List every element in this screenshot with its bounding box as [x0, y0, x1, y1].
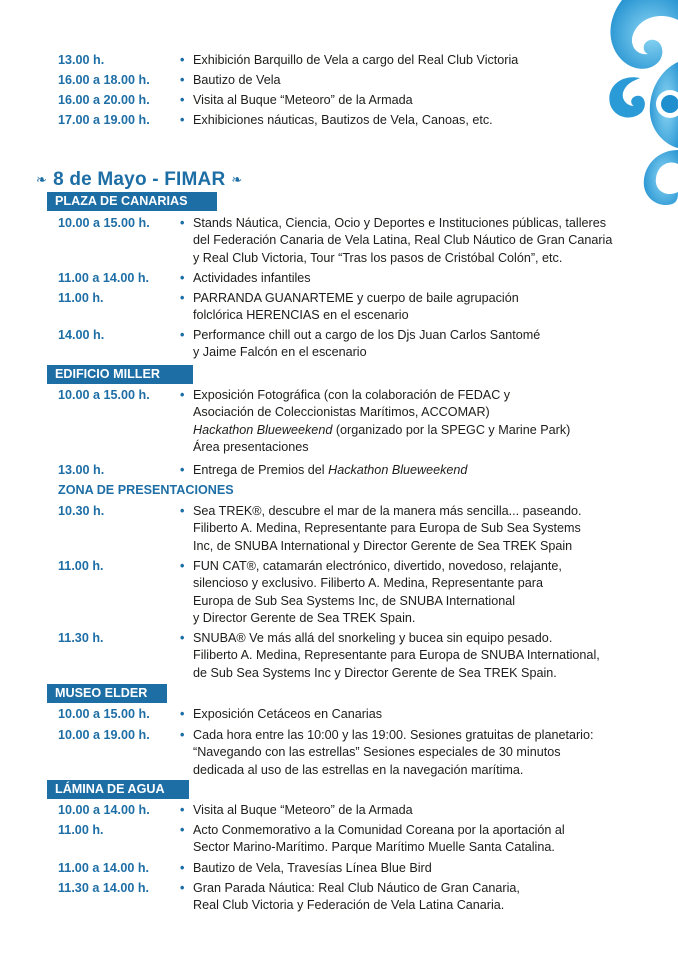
event-time: 13.00 h.	[58, 53, 105, 67]
event-description-line: folclórica HERENCIAS en el escenario	[193, 308, 409, 323]
hackathon-organizers: (organizado por la SPEGC y Marine Park)	[332, 422, 571, 437]
event-description: Exhibición Barquillo de Vela a cargo del Real Club Victoria	[193, 53, 519, 67]
bullet-icon: •	[180, 881, 185, 895]
bullet-icon: •	[180, 216, 185, 230]
day-heading-text: 8 de Mayo - FIMAR	[53, 169, 226, 190]
event-description-line: Inc, de SNUBA International y Director Gerente de Sea TREK Spain	[193, 538, 573, 553]
event-time: 11.30 h.	[58, 631, 104, 645]
event-time: 11.00 a 14.00 h.	[58, 861, 150, 875]
event-description-line: Real Club Victoria y Federación de Vela Latina Canaria.	[193, 898, 505, 913]
event-description-line: y Jaime Falcón en el escenario	[193, 345, 367, 360]
section-title-zona-presentaciones: ZONA DE PRESENTACIONES	[58, 483, 234, 497]
event-time: 11.00 h.	[58, 291, 104, 305]
awards-prefix: Entrega de Premios del	[193, 463, 329, 477]
event-description-line: silencioso y exclusivo. Filiberto A. Medina, Representante para	[193, 576, 544, 591]
event-time: 10.00 a 14.00 h.	[58, 803, 150, 817]
event-description-line: y Real Club Victoria, Tour “Tras los pasos de Cristóbal Colón”, etc.	[193, 250, 563, 265]
section-band-plaza-canarias: PLAZA DE CANARIAS	[47, 192, 217, 211]
event-description-line: Acto Conmemorativo a la Comunidad Coreana por la aportación al	[193, 823, 565, 837]
event-time: 16.00 a 18.00 h.	[58, 73, 150, 87]
bullet-icon: •	[180, 73, 185, 87]
event-time: 16.00 a 20.00 h.	[58, 93, 150, 107]
event-description: Exhibiciones náuticas, Bautizos de Vela, Canoas, etc.	[193, 113, 493, 127]
event-time: 17.00 a 19.00 h.	[58, 113, 150, 127]
event-description-line: Sea TREK®, descubre el mar de la manera más sencilla... paseando.	[193, 504, 582, 518]
event-time: 10.00 a 19.00 h.	[58, 728, 150, 742]
event-description-line: Visita al Buque “Meteoro” de la Armada	[193, 803, 413, 817]
wave-ornament-icon: ❧	[36, 172, 48, 187]
bullet-icon: •	[180, 463, 185, 477]
event-description-line: y Director Gerente de Sea TREK Spain.	[193, 611, 416, 626]
section-band-museo-elder: MUSEO ELDER	[47, 684, 167, 703]
bullet-icon: •	[180, 728, 185, 742]
event-time: 10.00 a 15.00 h.	[58, 216, 150, 230]
event-description-line	[193, 422, 653, 439]
bullet-icon: •	[180, 388, 185, 402]
bullet-icon: •	[180, 291, 185, 305]
event-description-line: Europa de Sub Sea Systems Inc, de SNUBA International	[193, 593, 516, 608]
event-description-line: del Federación Canaria de Vela Latina, Real Club Náutico de Gran Canaria	[193, 233, 613, 248]
bullet-icon: •	[180, 631, 185, 645]
bullet-icon: •	[180, 328, 185, 342]
bullet-icon: •	[180, 113, 185, 127]
event-description: Visita al Buque “Meteoro” de la Armada	[193, 93, 413, 107]
event-description-line: Área presentaciones	[193, 440, 309, 455]
event-time: 11.00 h.	[58, 559, 104, 573]
event-time: 11.00 h.	[58, 823, 104, 837]
bullet-icon: •	[180, 504, 185, 518]
event-description-line: SNUBA® Ve más allá del snorkeling y bucea sin equipo pesado.	[193, 631, 553, 645]
bullet-icon: •	[180, 823, 185, 837]
bullet-icon: •	[180, 803, 185, 817]
event-description-line: Sector Marino-Marítimo. Parque Marítimo Muelle Santa Catalina.	[193, 840, 555, 855]
wave-ornament-icon: ❧	[231, 172, 243, 187]
event-description-line: Cada hora entre las 10:00 y las 19:00. Sesiones gratuitas de planetario:	[193, 728, 594, 742]
event-description-line: FUN CAT®, catamarán electrónico, divertido, novedoso, relajante,	[193, 559, 562, 573]
hackathon-name: Hackathon Blueweekend	[193, 422, 333, 437]
event-description-line	[193, 462, 653, 479]
event-description-line: Asociación de Coleccionistas Marítimos, ACCOMAR)	[193, 405, 490, 420]
hackathon-name: Hackathon Blueweekend	[328, 463, 468, 477]
section-band-lamina-agua: LÁMINA DE AGUA	[47, 780, 189, 799]
event-time: 13.00 h.	[58, 463, 105, 477]
bullet-icon: •	[180, 559, 185, 573]
event-time: 10.00 a 15.00 h.	[58, 388, 150, 402]
event-time: 14.00 h.	[58, 328, 105, 342]
event-description-line: de Sub Sea Systems Inc y Director Gerente de Sea TREK Spain.	[193, 665, 557, 680]
bullet-icon: •	[180, 861, 185, 875]
event-description-line: Filiberto A. Medina, Representante para Europa de SNUBA International,	[193, 648, 600, 663]
event-description-line: Filiberto A. Medina, Representante para Europa de Sub Sea Systems	[193, 521, 581, 536]
event-description-line: Performance chill out a cargo de los Djs Juan Carlos Santomé	[193, 328, 541, 342]
event-time: 11.30 a 14.00 h.	[58, 881, 150, 895]
event-description-line: dedicada al uso de las estrellas en la navegación marítima.	[193, 762, 524, 777]
event-time: 11.00 a 14.00 h.	[58, 271, 150, 285]
event-time: 10.00 a 15.00 h.	[58, 707, 150, 721]
event-description-line: Actividades infantiles	[193, 271, 311, 285]
event-description-line: “Navegando con las estrellas” Sesiones especiales de 30 minutos	[193, 745, 561, 760]
event-description: Bautizo de Vela	[193, 73, 281, 87]
bullet-icon: •	[180, 93, 185, 107]
event-description-line: PARRANDA GUANARTEME y cuerpo de baile agrupación	[193, 291, 519, 305]
event-description-line: Exposición Cetáceos en Canarias	[193, 707, 383, 721]
bullet-icon: •	[180, 53, 185, 67]
event-description-line: Bautizo de Vela, Travesías Línea Blue Bird	[193, 861, 432, 875]
event-time: 10.30 h.	[58, 504, 105, 518]
event-description-line: Gran Parada Náutica: Real Club Náutico de Gran Canaria,	[193, 881, 520, 895]
event-description-line: Exposición Fotográfica (con la colaboración de FEDAC y	[193, 388, 511, 402]
bullet-icon: •	[180, 271, 185, 285]
bullet-icon: •	[180, 707, 185, 721]
day-heading	[36, 169, 243, 191]
section-band-edificio-miller: EDIFICIO MILLER	[47, 365, 193, 384]
event-description-line: Stands Náutica, Ciencia, Ocio y Deportes e Instituciones públicas, talleres	[193, 216, 606, 230]
